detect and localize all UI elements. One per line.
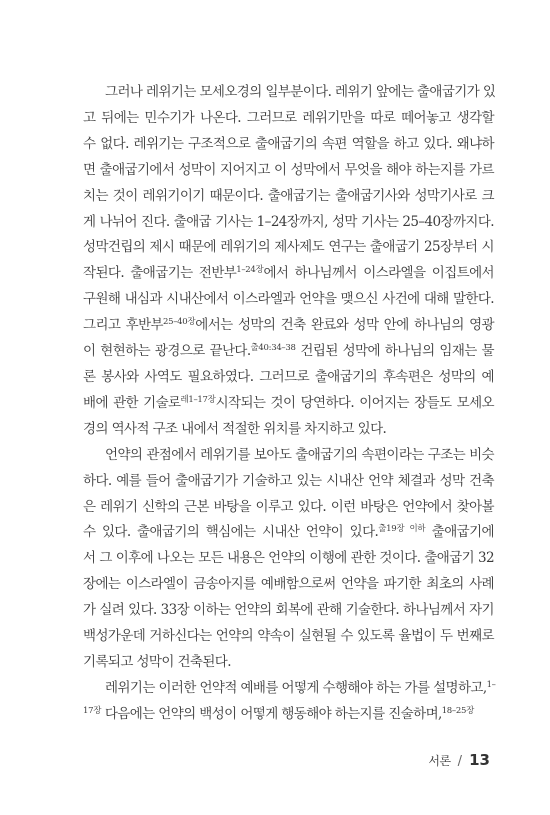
body-text — [83, 80, 494, 728]
text-segment: 성막건립의 제시 때문에 레위기의 제사제도 연구는 출애굽기 25장부터 시 — [83, 239, 494, 256]
text-segment: 출애굽기에 — [425, 524, 494, 541]
text-segment: 배에 관한 기술로 — [83, 394, 181, 411]
reference-superscript: 17장 — [83, 705, 102, 716]
reference-superscript: 출40:34–38 — [250, 343, 296, 354]
text-line — [83, 495, 494, 521]
text-segment: 에서 하나님께서 이스라엘을 이집트에서 — [263, 265, 494, 282]
text-segment: 언약의 관점에서 레위기를 보아도 출애굽기의 속편이라는 구조는 비슷 — [105, 446, 494, 463]
section-name: 서론 — [428, 754, 451, 768]
reference-superscript: 레1–17장 — [180, 394, 216, 405]
text-segment: 게 나뉘어 진다. 출애굽 기사는 1–24장까지, 성막 기사는 25–40장까지다. — [83, 213, 494, 230]
text-segment: 에서는 성막의 건축 완료와 성막 안에 하나님의 영광 — [195, 317, 494, 334]
text-line — [83, 261, 494, 287]
footer-separator: / — [457, 754, 463, 769]
reference-superscript: 출19장 이하 — [378, 524, 426, 535]
text-line — [83, 520, 494, 546]
text-segment: 하다. 예를 들어 출애굽기가 기술하고 있는 시내산 언약 체결과 성막 건축 — [83, 472, 494, 489]
text-line — [83, 106, 494, 132]
text-line — [83, 80, 494, 106]
text-segment: 서 그 이후에 나오는 모든 내용은 언약의 이행에 관한 것이다. 출애굽기 32 — [83, 550, 494, 567]
text-line — [83, 287, 494, 313]
text-line — [83, 676, 494, 702]
text-segment: 다음에는 언약의 백성이 어떻게 행동해야 하는지를 진술하며, — [101, 705, 442, 722]
text-segment: 경의 역사적 구조 내에서 적절한 위치를 차지하고 있다. — [83, 420, 387, 437]
text-segment: 수 없다. 레위기는 구조적으로 출애굽기의 속편 역할을 하고 있다. 왜냐하 — [83, 135, 494, 152]
paragraph — [83, 80, 494, 443]
text-line — [83, 313, 494, 339]
page-footer — [428, 750, 490, 769]
text-line — [83, 339, 494, 365]
text-segment: 그리고 후반부 — [83, 317, 163, 334]
text-line — [83, 391, 494, 417]
text-segment: 백성가운데 거하신다는 언약의 약속이 실현될 수 있도록 율법이 두 번째로 — [83, 628, 494, 645]
text-line — [83, 443, 494, 469]
text-segment: 장에는 이스라엘이 금송아지를 예배함으로써 언약을 파기한 최초의 사례 — [83, 576, 494, 593]
text-segment: 시작되는 것이 당연하다. 이어지는 장들도 모세오 — [215, 394, 494, 411]
text-segment: 작된다. 출애굽기는 전반부 — [83, 265, 237, 282]
reference-superscript: 25–40장 — [163, 317, 196, 328]
text-segment: 건립된 성막에 하나님의 임재는 물 — [295, 343, 494, 360]
text-segment: 가 실려 있다. 33장 이하는 언약의 회복에 관해 기술한다. 하나님께서 자기 — [83, 602, 494, 619]
text-segment: 론 봉사와 사역도 필요하였다. 그러므로 출애굽기의 후속편은 성막의 예 — [83, 368, 494, 385]
reference-superscript: 1– — [486, 679, 496, 690]
text-line — [83, 546, 494, 572]
reference-superscript: 18–25장 — [441, 705, 474, 716]
text-segment: 구원해 내심과 시내산에서 이스라엘과 언약을 맺으신 사건에 대해 말한다. — [83, 291, 494, 308]
text-line — [83, 650, 494, 676]
text-segment: 레위기는 이러한 언약적 예배를 어떻게 수행해야 하는 가를 설명하고, — [105, 679, 487, 696]
text-line — [83, 572, 494, 598]
text-line — [83, 235, 494, 261]
text-line — [83, 624, 494, 650]
text-line — [83, 210, 494, 236]
text-line — [83, 469, 494, 495]
text-segment: 수 있다. 출애굽기의 핵심에는 시내산 언약이 있다. — [83, 524, 379, 541]
text-segment: 치는 것이 레위기이기 때문이다. 출애굽기는 출애굽기사와 성막기사로 크 — [83, 187, 494, 204]
text-segment: 은 레위기 신학의 근본 바탕을 이루고 있다. 이런 바탕은 언약에서 찾아볼 — [83, 498, 494, 515]
text-segment: 그러나 레위기는 모세오경의 일부분이다. 레위기 앞에는 출애굽기가 있 — [105, 84, 496, 100]
page-number: 13 — [469, 751, 490, 769]
reference-superscript: 1–24장 — [236, 265, 264, 276]
text-segment: 고 뒤에는 민수기가 나온다. 그러므로 레위기만을 따로 떼어놓고 생각할 — [83, 109, 494, 126]
text-segment: 면 출애굽기에서 성막이 지어지고 이 성막에서 무엇을 해야 하는지를 가르 — [83, 161, 494, 178]
text-line — [83, 184, 494, 210]
text-line — [83, 702, 494, 728]
text-line — [83, 598, 494, 624]
paragraph — [83, 443, 494, 676]
text-line — [83, 132, 494, 158]
text-line — [83, 158, 494, 184]
text-line — [83, 417, 494, 443]
paragraph — [83, 676, 494, 728]
text-line — [83, 365, 494, 391]
text-segment: 이 현현하는 광경으로 끝난다. — [83, 343, 251, 360]
text-segment: 기록되고 성막이 건축된다. — [83, 653, 231, 670]
